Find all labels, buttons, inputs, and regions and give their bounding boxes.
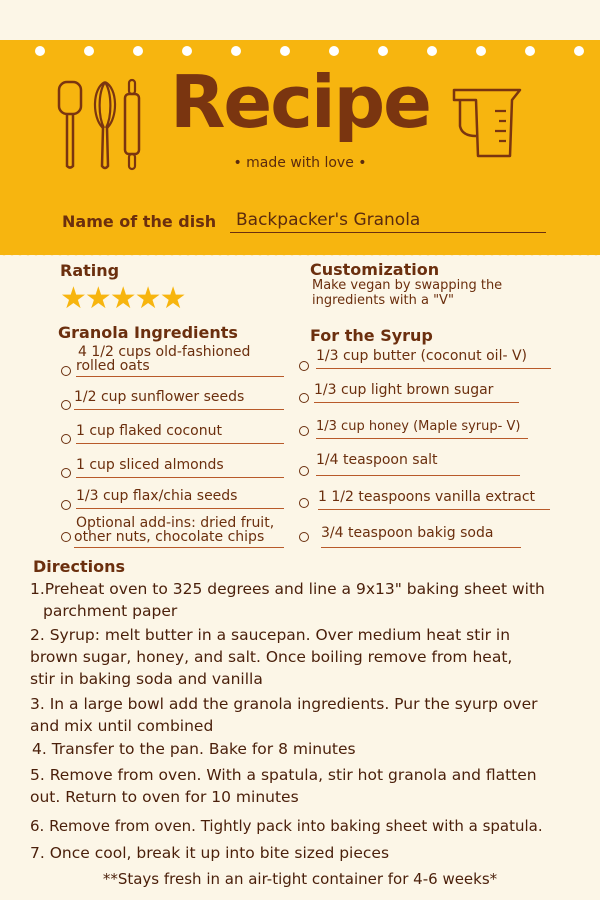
direction-step-5-cont: out. Return to oven for 10 minutes [30,788,299,806]
binder-hole [84,46,94,56]
syrup-item: 1/4 teaspoon salt [316,453,520,476]
page-title: Recipe [169,60,430,144]
checkbox[interactable] [61,434,71,444]
ingredient-item: Optional add-ins: dried fruit, [76,515,275,531]
ingredient-item: 1/2 cup sunflower seeds [74,390,284,410]
direction-step-5: 5. Remove from oven. With a spatula, stir hot granola and flatten [30,766,537,784]
rating-stars[interactable]: ★★★★★ [60,281,185,316]
checkbox[interactable] [299,498,309,508]
ingredient-item: 1 cup flaked coconut [76,424,284,444]
checkbox[interactable] [299,393,309,403]
direction-step-3-cont: and mix until combined [30,717,214,735]
direction-step-2-cont: stir in baking soda and vanilla [30,670,263,688]
direction-step-1-cont: parchment paper [43,602,178,620]
dish-name-field[interactable]: Backpacker's Granola [230,210,546,233]
ingredient-item: other nuts, chocolate chips [74,530,284,548]
syrup-item: 1/3 cup butter (coconut oil- V) [316,349,551,369]
checkbox[interactable] [61,500,71,510]
syrup-heading: For the Syrup [310,326,433,345]
checkbox[interactable] [299,532,309,542]
binder-hole [280,46,290,56]
directions-heading: Directions [33,557,126,576]
direction-step-2-cont: brown sugar, honey, and salt. Once boiling remove from heat, [30,648,513,666]
customization-label: Customization [310,260,440,279]
ingredients-heading: Granola Ingredients [58,323,238,342]
syrup-item: 1/3 cup honey (Maple syrup- V) [316,419,528,439]
syrup-item: 3/4 teaspoon bakig soda [321,526,521,548]
syrup-item: 1 1/2 teaspoons vanilla extract [318,490,550,510]
checkbox[interactable] [61,468,71,478]
binder-hole [35,46,45,56]
direction-step-2: 2. Syrup: melt butter in a saucepan. Over medium heat stir in [30,626,511,644]
customization-text-2: ingredients with a "V" [312,293,454,308]
checkbox[interactable] [299,361,309,371]
binder-hole [133,46,143,56]
binder-hole [329,46,339,56]
ingredient-item: 4 1/2 cups old-fashioned [78,344,251,360]
binder-hole [476,46,486,56]
subtitle: • made with love • [233,155,367,171]
dish-name-row [62,210,542,234]
ingredient-item: 1/3 cup flax/chia seeds [76,489,284,509]
customization-text-1: Make vegan by swapping the [312,278,503,293]
binder-hole [378,46,388,56]
checkbox[interactable] [61,532,71,542]
binder-holes [0,46,600,58]
direction-step-1: 1.Preheat oven to 325 degrees and line a 9x13" baking sheet with [30,580,545,598]
ingredient-item: rolled oats [76,359,284,377]
binder-hole [427,46,437,56]
rating-label: Rating [60,261,120,280]
checkbox[interactable] [61,366,71,376]
checkbox[interactable] [299,466,309,476]
binder-hole [182,46,192,56]
binder-hole [231,46,241,56]
ingredient-item: 1 cup sliced almonds [76,458,284,478]
direction-step-3: 3. In a large bowl add the granola ingredients. Pur the syurp over [30,695,538,713]
storage-note: **Stays fresh in an air-tight container for 4-6 weeks* [102,870,498,888]
binder-hole [525,46,535,56]
direction-step-7: 7. Once cool, break it up into bite sized pieces [30,844,390,862]
syrup-item: 1/3 cup light brown sugar [314,383,519,403]
binder-hole [574,46,584,56]
direction-step-6: 6. Remove from oven. Tightly pack into baking sheet with a spatula. [30,817,543,835]
dish-name-label: Name of the dish [62,212,217,231]
checkbox[interactable] [61,400,71,410]
direction-step-4: 4. Transfer to the pan. Bake for 8 minutes [32,740,356,758]
checkbox[interactable] [299,426,309,436]
